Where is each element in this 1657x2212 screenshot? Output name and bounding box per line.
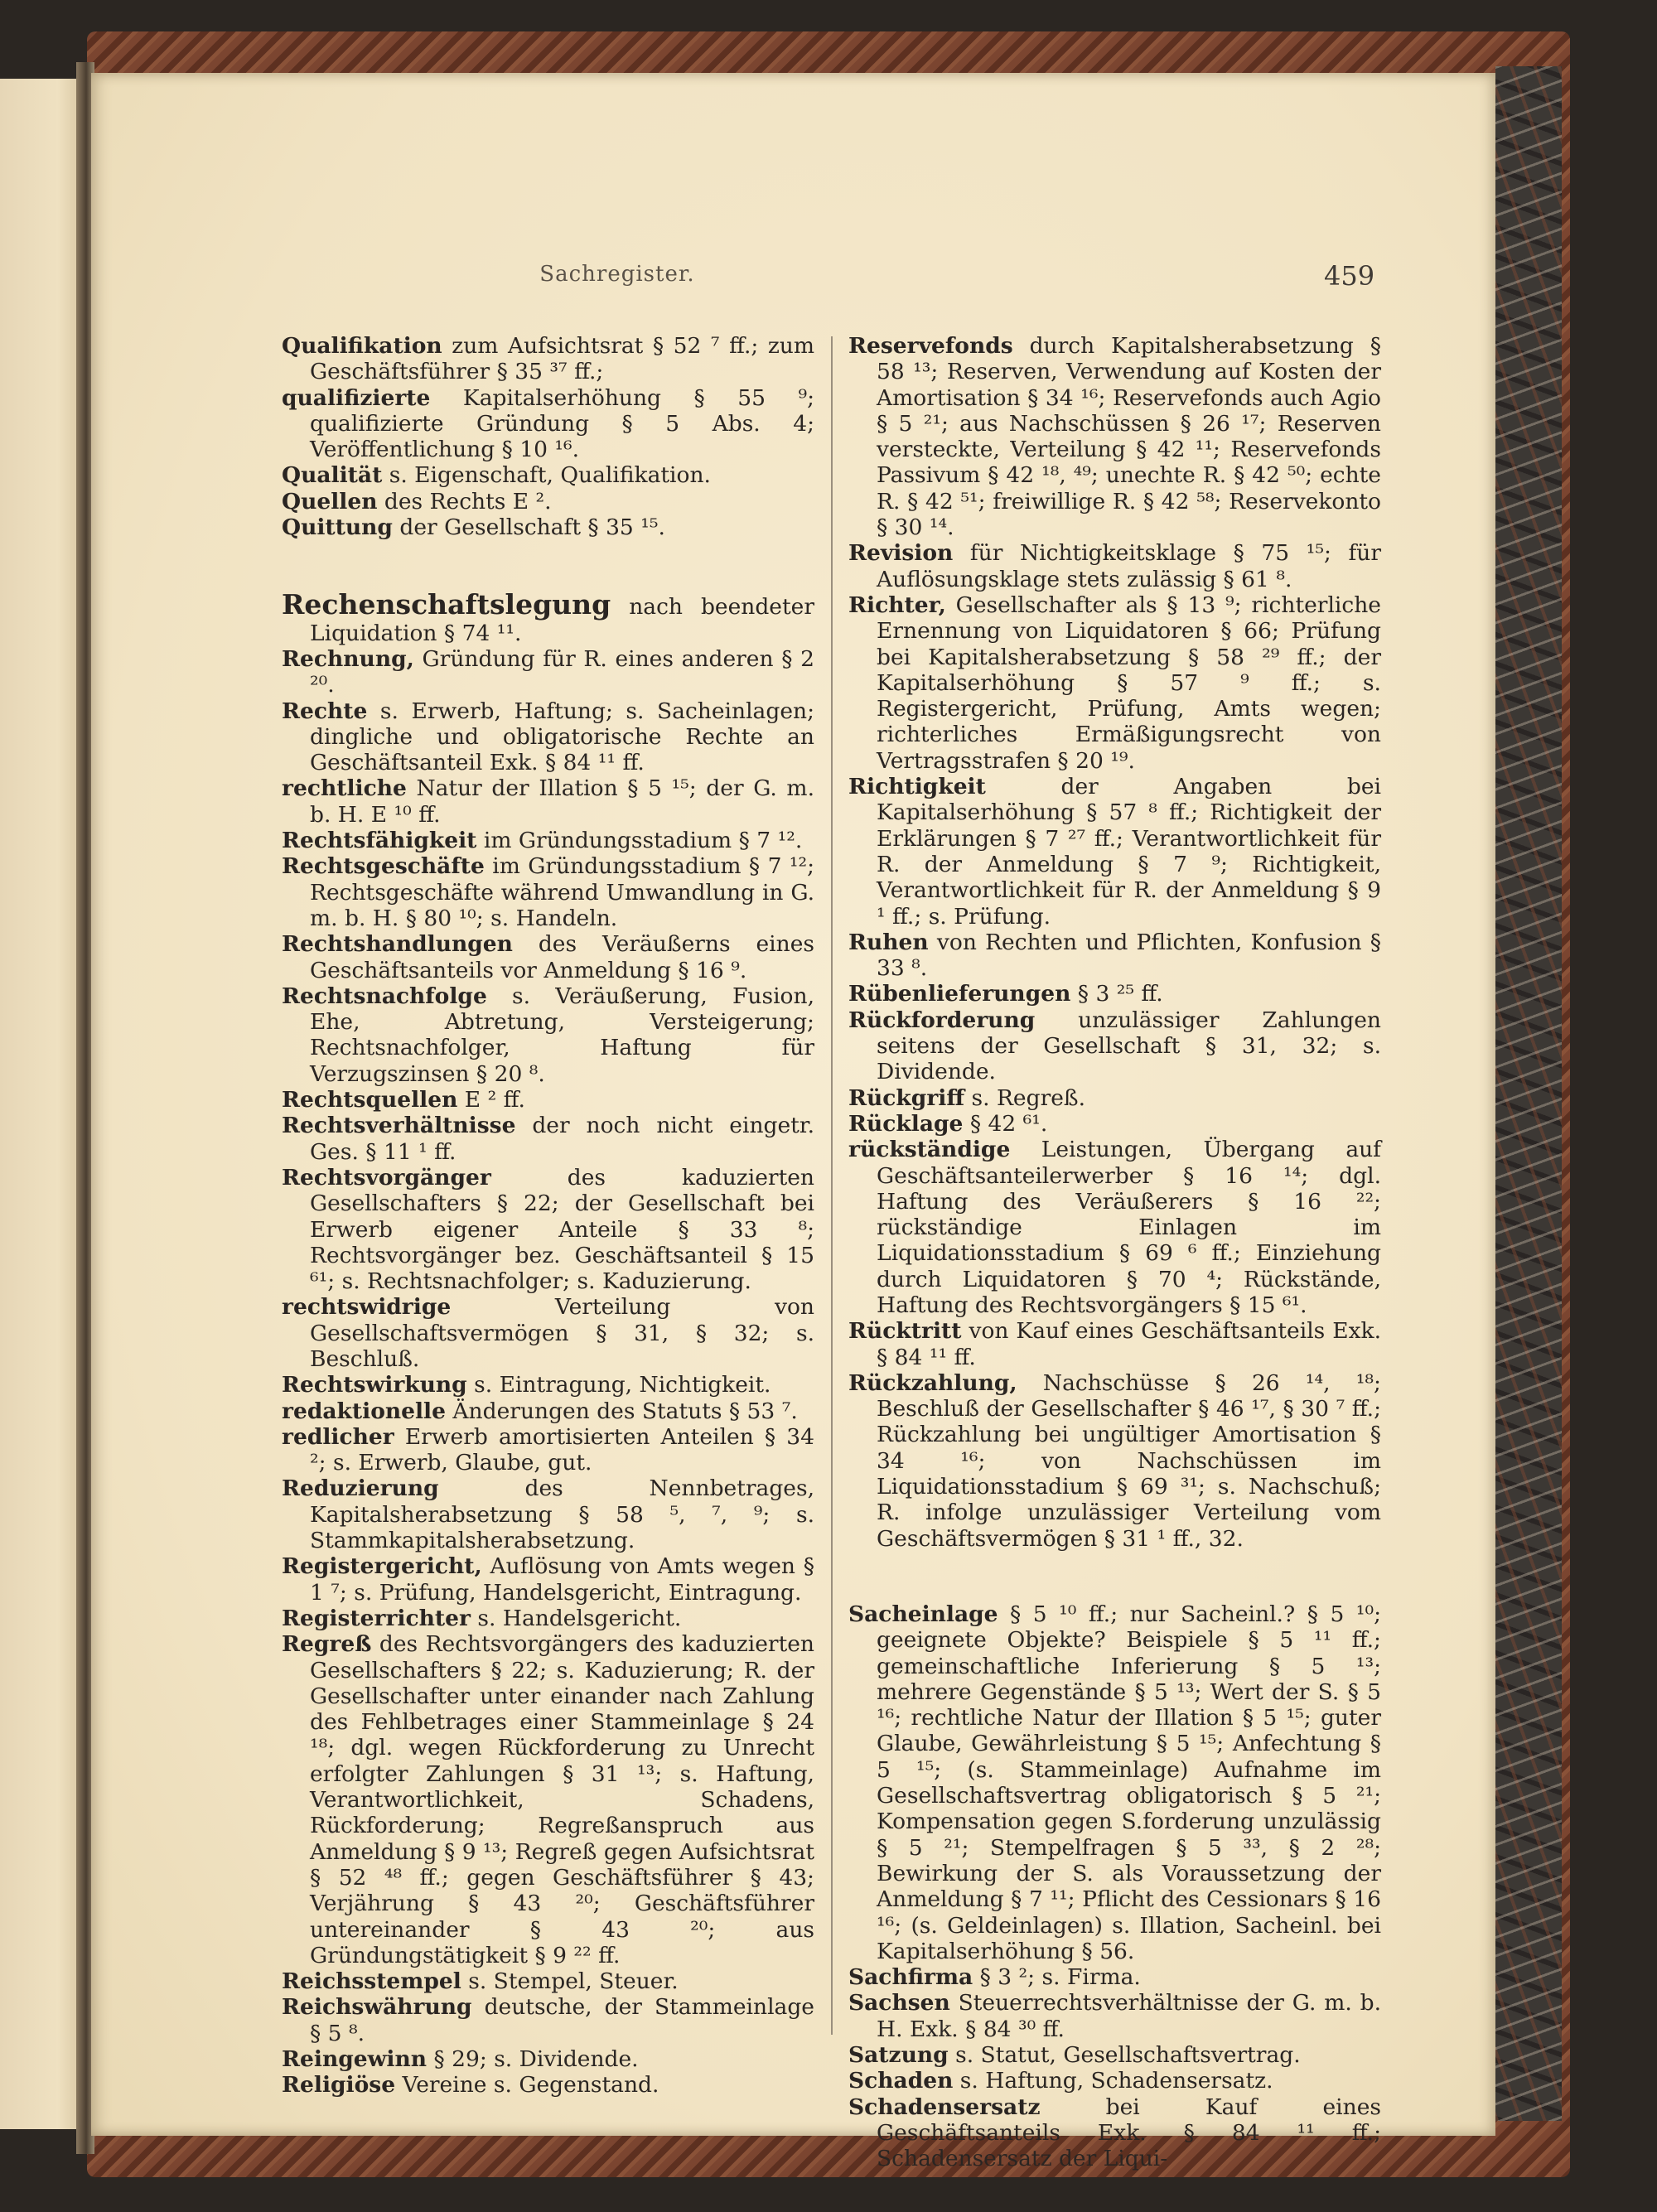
entry-text: Natur der Illation § 5 ¹⁵; der G. m. b. H. E ¹⁰ ff.	[310, 775, 814, 828]
entry-headword: Ruhen	[848, 929, 929, 955]
index-column-right	[848, 333, 1381, 2171]
index-entry	[282, 853, 814, 931]
index-entry	[282, 1087, 814, 1113]
entry-text: nach beendeter Liquidation § 74 ¹¹.	[310, 594, 814, 646]
index-entry	[848, 1007, 1381, 1085]
index-entry	[848, 930, 1381, 982]
section-gap	[848, 1552, 1381, 1601]
entry-headword: qualifizierte	[282, 384, 431, 411]
index-entry	[282, 1553, 814, 1606]
entry-headword: Reichswährung	[282, 1994, 472, 2021]
entry-text: E ² ff.	[457, 1087, 525, 1113]
entry-headword: rechtliche	[282, 775, 407, 802]
entry-text: s. Eintragung, Nichtigkeit.	[466, 1372, 771, 1398]
index-entry	[282, 462, 814, 488]
running-header: Sachregister.	[539, 262, 695, 287]
entry-text: § 29; s. Dividende.	[427, 2046, 639, 2072]
entry-headword: Quellen	[282, 488, 378, 514]
entry-headword: Rechenschaftslegung	[282, 588, 611, 621]
entry-text: s. Eigenschaft, Qualifikation.	[382, 462, 711, 489]
index-entry	[282, 588, 814, 646]
entry-text: der noch nicht eingetr. Ges. § 11 ¹ ff.	[310, 1113, 814, 1165]
entry-headword: Religiöse	[282, 2072, 396, 2099]
entry-text: von Kauf eines Geschäftsanteils Exk. § 84 ¹¹ ff.	[877, 1318, 1381, 1370]
index-entry	[848, 1137, 1381, 1318]
entry-text: s. Veräußerung, Fusion, Ehe, Abtretung, Versteigerung; Rechtsnachfolger, Haftung für Verzugszinsen § 20 ⁸.	[310, 983, 814, 1087]
index-entry	[848, 1111, 1381, 1137]
index-entry	[848, 2094, 1381, 2172]
entry-text: im Gründungsstadium § 7 ¹².	[476, 828, 803, 854]
entry-text: § 42 ⁶¹.	[963, 1110, 1048, 1137]
index-entry	[282, 1968, 814, 1994]
entry-headword: Rechtsquellen	[282, 1087, 458, 1113]
entry-text: s. Regreß.	[964, 1084, 1086, 1111]
index-entry	[282, 1113, 814, 1165]
index-entry	[282, 489, 814, 514]
entry-headword: redaktionelle	[282, 1398, 446, 1424]
index-entry	[282, 1372, 814, 1398]
entry-headword: Sachsen	[848, 1990, 950, 2016]
entry-headword: Reduzierung	[282, 1475, 439, 1502]
index-entry	[282, 1294, 814, 1372]
entry-text: § 3 ²⁵ ff.	[1070, 981, 1163, 1007]
entry-text: s. Haftung, Schadensersatz.	[953, 2068, 1273, 2094]
column-divider	[831, 336, 833, 2035]
index-entry	[848, 1370, 1381, 1552]
entry-text: s. Erwerb, Haftung; s. Sacheinlagen; dingliche und obligatorische Rechte an Geschäftsanteil Exk. § 84 ¹¹ ff.	[310, 698, 814, 776]
index-entry	[282, 1398, 814, 1424]
page-number: 459	[1324, 260, 1375, 292]
index-entry	[282, 385, 814, 463]
entry-headword: Rückzahlung,	[848, 1369, 1017, 1396]
entry-headword: Rechtshandlungen	[282, 931, 513, 958]
index-entry	[282, 983, 814, 1087]
entry-headword: Rechtsfähigkeit	[282, 828, 477, 854]
entry-text: der Angaben bei Kapitalserhöhung § 57 ⁸ ff.; Richtigkeit der Erklärungen § 7 ²⁷ ff.; Verantwortlichkeit für R. der Anmeldung § 7 ⁹; Richtigkeit, Verantwortlichkeit für R. der Anmeldung § 9 ¹ ff.; s. Prüfung.	[877, 774, 1381, 930]
index-entry	[848, 981, 1381, 1007]
entry-headword: Schadensersatz	[848, 2094, 1041, 2120]
index-entry	[282, 2072, 814, 2098]
entry-text: des kaduzierten Gesellschafters § 22; der Gesellschaft bei Erwerb eigener Anteile § 33 ⁸; Rechtsvorgänger bez. Geschäftsanteil § 15 ⁶¹; s. Rechtsnachfolger; s. Kaduzierung.	[310, 1164, 814, 1295]
entry-text: Änderungen des Statuts § 53 ⁷.	[446, 1398, 798, 1424]
entry-text: § 3 ²; s. Firma.	[973, 1964, 1141, 1991]
entry-text: der Gesellschaft § 35 ¹⁵.	[392, 514, 665, 541]
entry-text: Leistungen, Übergang auf Geschäftsanteilerwerber § 16 ¹⁴; dgl. Haftung des Veräußerers § 16 ²²; rückständige Einlagen im Liquidationsstadium § 69 ⁶ ff.; Einziehung durch Liquidatoren § 70 ⁴; Rückstände, Haftung des Rechtsvorgängers § 15 ⁶¹.	[877, 1137, 1381, 1318]
entry-text: von Rechten und Pflichten, Konfusion § 33 ⁸.	[877, 929, 1381, 982]
entry-headword: Reservefonds	[848, 333, 1013, 359]
entry-text: des Veräußerns eines Geschäftsanteils vor Anmeldung § 16 ⁹.	[310, 931, 814, 983]
index-entry	[282, 1165, 814, 1294]
entry-headword: Revision	[848, 540, 954, 567]
index-entry	[282, 775, 814, 828]
index-entry	[282, 1606, 814, 1631]
entry-text: zum Aufsichtsrat § 52 ⁷ ff.; zum Geschäftsführer § 35 ³⁷ ff.;	[310, 333, 814, 385]
entry-text: Gründung für R. eines anderen § 2 ²⁰.	[310, 645, 814, 698]
entry-text: für Nichtigkeitsklage § 75 ¹⁵; für Auflösungsklage stets zulässig § 61 ⁸.	[877, 540, 1381, 592]
entry-text: Gesellschafter als § 13 ⁹; richterliche Ernennung von Liquidatoren § 66; Prüfung bei Kapitalsherabsetzung § 58 ²⁹ ff.; der Kapitalserhöhung § 57 ⁹ ff.; s. Registergericht, Prüfung, Amts wegen; richterliches Ermäßigungsrecht von Vertragsstrafen § 20 ¹⁹.	[877, 592, 1381, 774]
index-entry	[282, 931, 814, 983]
entry-headword: Satzung	[848, 2042, 949, 2068]
entry-text: Verteilung von Gesellschaftsvermögen § 31, § 32; s. Beschluß.	[310, 1294, 814, 1372]
index-entry	[848, 1318, 1381, 1370]
index-entry	[848, 1990, 1381, 2042]
index-entry	[848, 2068, 1381, 2094]
entry-headword: Richter,	[848, 592, 946, 618]
entry-text: Steuerrechtsverhältnisse der G. m. b. H. Exk. § 84 ³⁰ ff.	[877, 1990, 1381, 2042]
index-entry	[848, 540, 1381, 592]
entry-headword: Rücklage	[848, 1110, 964, 1137]
entry-headword: Rechnung,	[282, 645, 414, 672]
entry-headword: redlicher	[282, 1423, 394, 1450]
entry-headword: Rübenlieferungen	[848, 981, 1071, 1007]
entry-headword: Rückgriff	[848, 1084, 965, 1111]
index-entry	[282, 333, 814, 385]
index-entry	[282, 698, 814, 776]
entry-headword: Reingewinn	[282, 2046, 428, 2072]
index-entry	[848, 774, 1381, 930]
entry-headword: rechtswidrige	[282, 1294, 452, 1321]
index-entry	[848, 333, 1381, 540]
section-gap	[282, 540, 814, 592]
index-entry	[282, 646, 814, 698]
entry-text: s. Handelsgericht.	[470, 1605, 682, 1631]
entry-text: des Nennbetrages, Kapitalsherabsetzung § 58 ⁵, ⁷, ⁹; s. Stammkapitalsherabsetzung.	[310, 1475, 814, 1554]
index-entry	[282, 828, 814, 853]
entry-text: bei Kauf eines Geschäftsanteils Exk. § 84 ¹¹ ff.; Schadensersatz der Liqui-	[877, 2094, 1381, 2172]
entry-text: unzulässiger Zahlungen seitens der Gesellschaft § 31, 32; s. Dividende.	[877, 1007, 1381, 1085]
index-entry	[848, 2042, 1381, 2068]
entry-headword: Quittung	[282, 514, 393, 541]
entry-text: des Rechtsvorgängers des kaduzierten Gesellschafters § 22; s. Kaduzierung; R. der Gesellschafter unter einander nach Zahlung des Fehlbetrages einer Stammeinlage § 24 ¹⁸; dgl. wegen Rückforderung zu Unrecht erfolgter Zahlungen § 31 ¹³; s. Haftung, Verantwortlichkeit, Schadens, Rückforderung; Regreßanspruch aus Anmeldung § 9 ¹³; Regreß gegen Aufsichtsrat § 52 ⁴⁸ ff.; gegen Geschäftsführer § 43; Verjährung § 43 ²⁰; Geschäftsführer untereinander § 43 ²⁰; aus Gründungstätigkeit § 9 ²² ff.	[310, 1631, 814, 1968]
entry-text: deutsche, der Stammeinlage § 5 ⁸.	[310, 1994, 814, 2046]
index-entry	[282, 1424, 814, 1476]
entry-headword: Rechtsgeschäfte	[282, 853, 485, 880]
entry-headword: Sachfirma	[848, 1964, 973, 1991]
entry-headword: rückständige	[848, 1137, 1011, 1163]
index-entry	[282, 2046, 814, 2072]
entry-headword: Rückforderung	[848, 1007, 1036, 1033]
left-page-edge	[0, 79, 83, 2129]
entry-text: § 5 ¹⁰ ff.; nur Sacheinl.? § 5 ¹⁰; geeignete Objekte? Beispiele § 5 ¹¹ ff.; gemeinschaftliche Inferierung § 5 ¹³; mehrere Gegenstände § 5 ¹³; Wert der S. § 5 ¹⁶; rechtliche Natur der Illation § 5 ¹⁵; guter Glaube, Gewährleistung § 5 ¹⁵; Anfechtung § 5 ¹⁵; (s. Stammeinlage) Aufnahme im Gesellschaftsvertrag obligatorisch § 5 ²¹; Kompensation gegen S.forderung unzulässig § 5 ²¹; Stempelfragen § 5 ³³, § 2 ²⁸; Bewirkung der S. als Voraussetzung der Anmeldung § 7 ¹¹; Pflicht des Cessionars § 16 ¹⁶; (s. Geldeinlagen) s. Illation, Sacheinl. bei Kapitalserhöhung § 56.	[877, 1601, 1381, 1964]
index-entry	[282, 1475, 814, 1553]
entry-headword: Rücktritt	[848, 1318, 962, 1345]
entry-headword: Rechtsvorgänger	[282, 1164, 491, 1191]
index-entry	[848, 1964, 1381, 1990]
entry-text: im Gründungsstadium § 7 ¹²; Rechtsgeschäfte während Umwandlung in G. m. b. H. § 80 ¹⁰; s. Handeln.	[310, 853, 814, 931]
entry-headword: Qualifikation	[282, 333, 442, 359]
marbled-edge	[1495, 66, 1562, 2121]
entry-text: s. Statut, Gesellschaftsvertrag.	[948, 2042, 1301, 2068]
entry-text: Erwerb amortisierten Anteilen § 34 ²; s. Erwerb, Glaube, gut.	[310, 1423, 814, 1476]
entry-headword: Registergericht,	[282, 1553, 482, 1580]
index-entry	[282, 514, 814, 540]
entry-text: Vereine s. Gegenstand.	[395, 2072, 659, 2099]
entry-headword: Rechtsnachfolge	[282, 983, 487, 1009]
entry-headword: Rechte	[282, 698, 368, 724]
entry-text: Auflösung von Amts wegen § 1 ⁷; s. Prüfung, Handelsgericht, Eintragung.	[310, 1553, 814, 1606]
index-entry	[282, 1631, 814, 1968]
entry-headword: Reichsstempel	[282, 1968, 461, 1995]
entry-text: Nachschüsse § 26 ¹⁴, ¹⁸; Beschluß der Gesellschafter § 46 ¹⁷, § 30 ⁷ ff.; Rückzahlung bei ungültiger Amortisation § 34 ¹⁶; von Nachschüssen im Liquidationsstadium § 69 ³¹; s. Nachschuß; R. infolge unzulässiger Verteilung vom Geschäftsvermögen § 31 ¹ ff., 32.	[877, 1369, 1381, 1552]
entry-headword: Schaden	[848, 2068, 954, 2094]
entry-text: Kapitalserhöhung § 55 ⁹; qualifizierte Gründung § 5 Abs. 4; Veröffentlichung § 10 ¹⁶.	[310, 384, 814, 463]
entry-headword: Rechtswirkung	[282, 1372, 467, 1398]
index-entry	[848, 1085, 1381, 1111]
entry-headword: Richtigkeit	[848, 774, 986, 800]
entry-headword: Qualität	[282, 462, 383, 489]
index-entry	[282, 1994, 814, 2046]
index-column-left	[282, 333, 814, 2099]
entry-text: s. Stempel, Steuer.	[461, 1968, 679, 1995]
entry-headword: Registerrichter	[282, 1605, 471, 1631]
entry-text: durch Kapitalsherabsetzung § 58 ¹³; Reserven, Verwendung auf Kosten der Amortisation § 34 ¹⁶; Reservefonds auch Agio § 5 ²¹; aus Nachschüssen § 26 ¹⁷; Reserven versteckte, Verteilung § 42 ¹¹; Reservefonds Passivum § 42 ¹⁸, ⁴⁹; unechte R. § 42 ⁵⁰; echte R. § 42 ⁵¹; freiwillige R. § 42 ⁵⁸; Reservekonto § 30 ¹⁴.	[877, 333, 1381, 541]
entry-headword: Sacheinlage	[848, 1601, 998, 1627]
book-page	[91, 73, 1495, 2172]
index-entry	[848, 592, 1381, 774]
entry-headword: Regreß	[282, 1631, 372, 1658]
entry-headword: Rechtsverhältnisse	[282, 1113, 516, 1139]
index-entry	[848, 1601, 1381, 1964]
entry-text: des Rechts E ².	[377, 488, 552, 514]
